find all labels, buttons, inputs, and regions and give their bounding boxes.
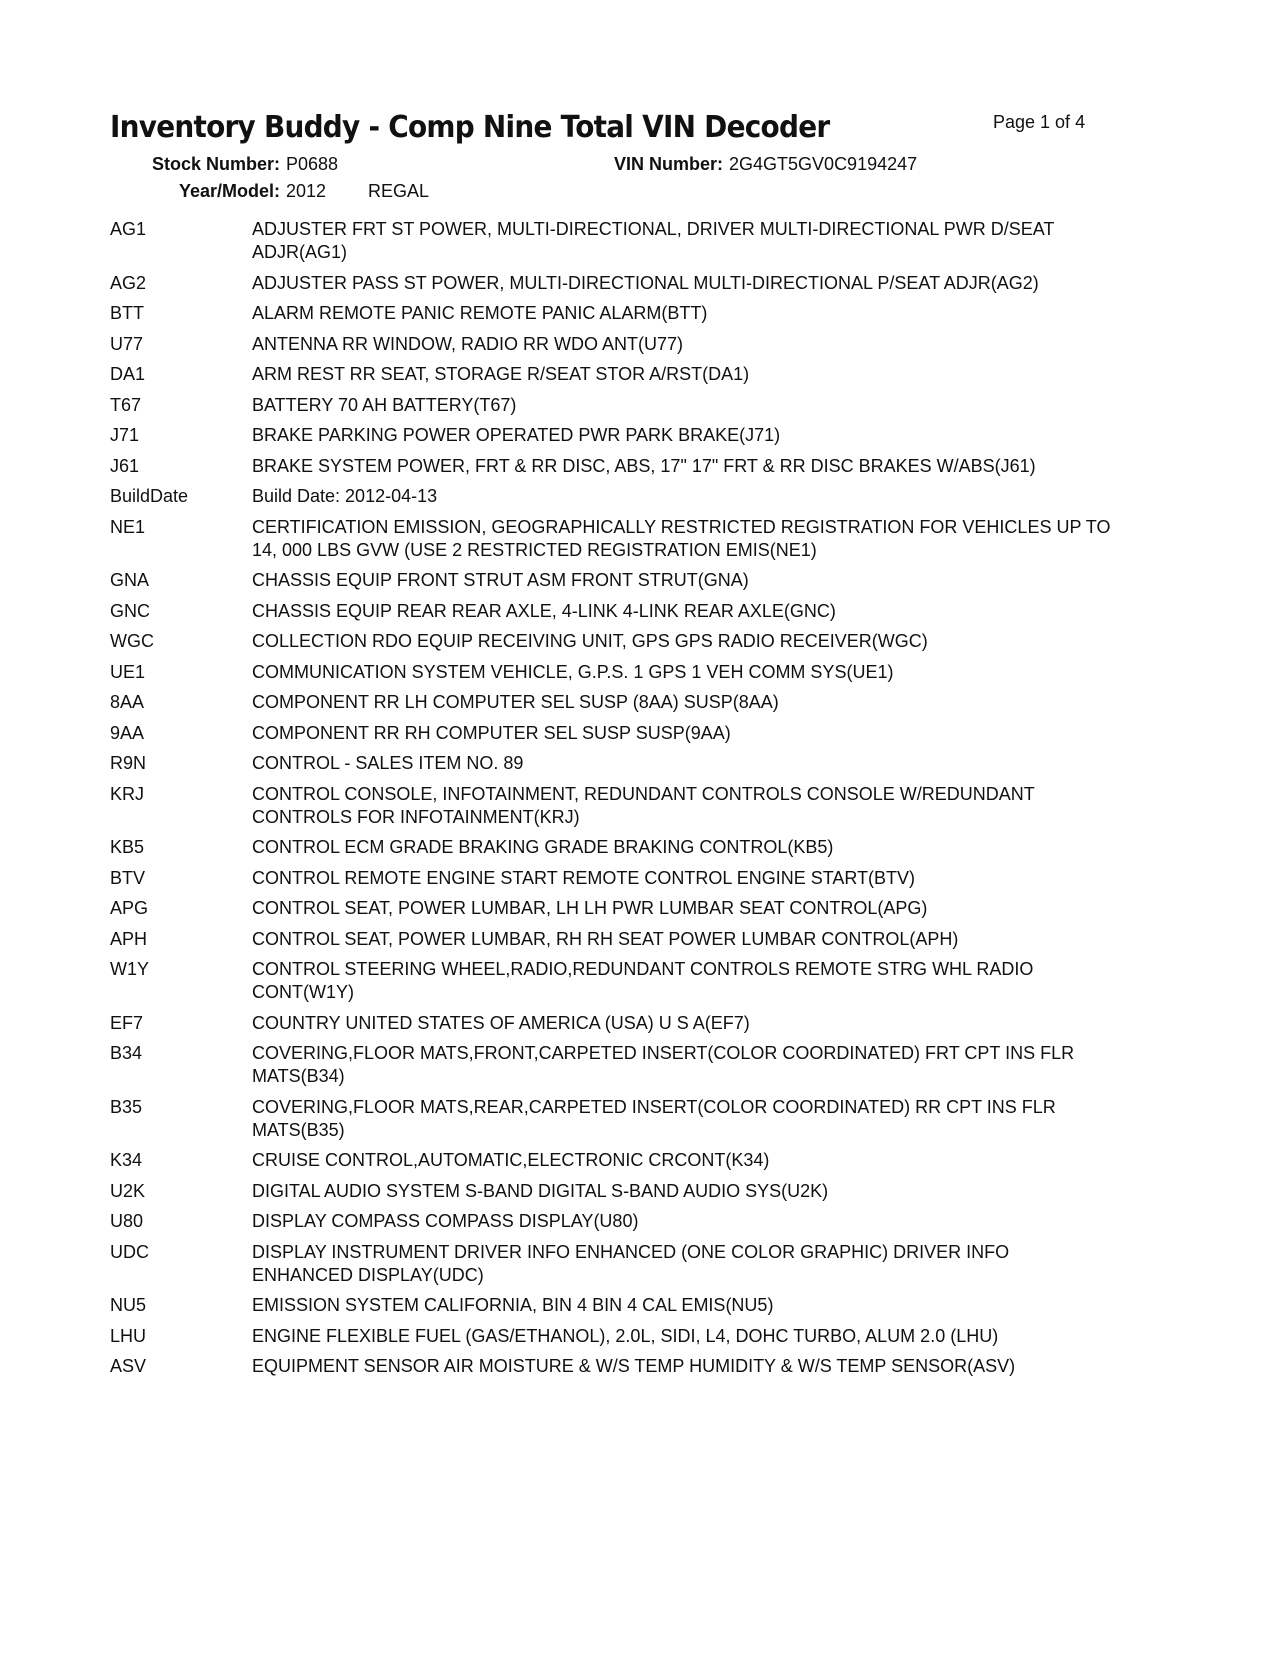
option-row	[110, 836, 1110, 859]
option-description: BRAKE PARKING POWER OPERATED PWR PARK BRAKE(J71)	[252, 425, 781, 445]
option-row	[110, 333, 1110, 356]
option-code: B35	[110, 1096, 143, 1117]
option-row	[110, 1355, 1110, 1378]
page-number: Page 1 of 4	[993, 112, 1086, 132]
option-row	[110, 424, 1110, 447]
option-code: KRJ	[110, 783, 145, 804]
option-row	[110, 1149, 1110, 1172]
option-code: APH	[110, 928, 148, 949]
option-code: 8AA	[110, 692, 145, 712]
option-description: ALARM REMOTE PANIC REMOTE PANIC ALARM(BTT)	[252, 303, 708, 323]
option-code: ASV	[110, 1356, 147, 1376]
option-description: COVERING,FLOOR MATS,FRONT,CARPETED INSERT(COLOR COORDINATED) FRT CPT INS FLR MATS(B34)	[252, 1043, 1075, 1086]
option-description: CHASSIS EQUIP FRONT STRUT ASM FRONT STRUT(GNA)	[252, 570, 749, 590]
year-model-label: Year/Model:	[178, 181, 280, 201]
option-description: COUNTRY UNITED STATES OF AMERICA (USA) U S A(EF7)	[252, 1012, 750, 1033]
option-row	[110, 1325, 1110, 1348]
option-row	[110, 1042, 1110, 1088]
option-code: AG2	[110, 272, 147, 293]
page-title: Inventory Buddy - Comp Nine Total VIN Decoder	[110, 110, 830, 145]
option-row	[110, 394, 1110, 417]
option-description: EQUIPMENT SENSOR AIR MOISTURE & W/S TEMP HUMIDITY & W/S TEMP SENSOR(ASV)	[252, 1356, 1016, 1376]
year-model-field	[148, 181, 429, 202]
option-code: NU5	[110, 1295, 147, 1315]
option-code: B34	[110, 1043, 143, 1063]
option-description: BRAKE SYSTEM POWER, FRT & RR DISC, ABS, 17" 17" FRT & RR DISC BRAKES W/ABS(J61)	[252, 455, 1036, 476]
option-row	[110, 691, 1110, 714]
option-code: UE1	[110, 661, 146, 682]
option-description: CONTROL SEAT, POWER LUMBAR, RH RH SEAT POWER LUMBAR CONTROL(APH)	[252, 928, 959, 949]
option-row	[110, 1210, 1110, 1233]
option-row	[110, 516, 1110, 562]
option-row	[110, 1180, 1110, 1203]
option-description: CERTIFICATION EMISSION, GEOGRAPHICALLY RESTRICTED REGISTRATION FOR VEHICLES UP TO 14, 000 LBS GVW (USE 2 RESTRICTED REGISTRATION EMIS(NE1)	[252, 516, 1111, 560]
option-code: BTT	[110, 303, 144, 323]
option-code: KB5	[110, 837, 145, 857]
option-code: BTV	[110, 867, 146, 888]
option-row	[110, 783, 1110, 829]
vin-number-value: 2G4GT5GV0C9194247	[729, 154, 918, 174]
option-description: Build Date: 2012-04-13	[252, 486, 438, 506]
year-value: 2012	[286, 181, 327, 201]
option-description: CONTROL SEAT, POWER LUMBAR, LH LH PWR LUMBAR SEAT CONTROL(APG)	[252, 898, 928, 918]
option-description: CONTROL REMOTE ENGINE START REMOTE CONTROL ENGINE START(BTV)	[252, 867, 916, 888]
option-description: DISPLAY INSTRUMENT DRIVER INFO ENHANCED (ONE COLOR GRAPHIC) DRIVER INFO ENHANCED DISPLAY(UDC)	[252, 1241, 1010, 1285]
option-description: CONTROL CONSOLE, INFOTAINMENT, REDUNDANT CONTROLS CONSOLE W/REDUNDANT CONTROLS FOR INFOTAINMENT(KRJ)	[252, 783, 1035, 827]
option-description: ANTENNA RR WINDOW, RADIO RR WDO ANT(U77)	[252, 333, 684, 354]
option-code: J71	[110, 425, 140, 445]
option-code: DA1	[110, 364, 146, 384]
option-description: COMPONENT RR LH COMPUTER SEL SUSP (8AA) SUSP(8AA)	[252, 692, 779, 712]
option-row	[110, 600, 1110, 623]
option-row	[110, 661, 1110, 684]
option-description: CHASSIS EQUIP REAR REAR AXLE, 4-LINK 4-LINK REAR AXLE(GNC)	[252, 600, 836, 621]
option-code: UDC	[110, 1241, 149, 1262]
option-row	[110, 897, 1110, 920]
option-row	[110, 1096, 1110, 1142]
option-description: COMMUNICATION SYSTEM VEHICLE, G.P.S. 1 GPS 1 VEH COMM SYS(UE1)	[252, 661, 894, 682]
option-row	[110, 752, 1110, 775]
option-row	[110, 722, 1110, 745]
option-row	[110, 272, 1110, 295]
option-row	[110, 218, 1110, 264]
option-code: R9N	[110, 753, 147, 773]
option-code: GNA	[110, 570, 150, 590]
option-code-list	[110, 218, 1110, 1386]
option-code: GNC	[110, 600, 150, 621]
option-code: WGC	[110, 631, 154, 651]
option-description: CONTROL STEERING WHEEL,RADIO,REDUNDANT CONTROLS REMOTE STRG WHL RADIO CONT(W1Y)	[252, 959, 1034, 1002]
option-description: COMPONENT RR RH COMPUTER SEL SUSP SUSP(9AA)	[252, 722, 731, 743]
option-code: BuildDate	[110, 486, 189, 506]
option-row	[110, 1012, 1110, 1035]
option-code: U2K	[110, 1180, 146, 1201]
option-code: K34	[110, 1150, 143, 1170]
option-description: EMISSION SYSTEM CALIFORNIA, BIN 4 BIN 4 CAL EMIS(NU5)	[252, 1295, 774, 1315]
vin-number-label: VIN Number:	[614, 154, 724, 174]
option-code: U80	[110, 1211, 144, 1231]
stock-number-field	[148, 154, 338, 175]
option-code: 9AA	[110, 722, 145, 743]
option-description: CONTROL - SALES ITEM NO. 89	[252, 753, 524, 773]
option-description: CONTROL ECM GRADE BRAKING GRADE BRAKING CONTROL(KB5)	[252, 837, 834, 857]
option-code: EF7	[110, 1012, 144, 1033]
option-code: J61	[110, 455, 140, 476]
option-code: W1Y	[110, 959, 150, 979]
option-description: ARM REST RR SEAT, STORAGE R/SEAT STOR A/RST(DA1)	[252, 364, 750, 384]
option-description: DISPLAY COMPASS COMPASS DISPLAY(U80)	[252, 1211, 639, 1231]
option-code: AG1	[110, 219, 147, 239]
option-row	[110, 455, 1110, 478]
option-code: U77	[110, 333, 144, 354]
option-description: COLLECTION RDO EQUIP RECEIVING UNIT, GPS GPS RADIO RECEIVER(WGC)	[252, 631, 928, 651]
option-description: ADJUSTER PASS ST POWER, MULTI-DIRECTIONAL MULTI-DIRECTIONAL P/SEAT ADJR(AG2)	[252, 272, 1039, 293]
option-row	[110, 630, 1110, 653]
option-row	[110, 1294, 1110, 1317]
option-code: APG	[110, 898, 149, 918]
option-code: NE1	[110, 516, 146, 537]
option-row	[110, 928, 1110, 951]
option-row	[110, 485, 1110, 508]
option-row	[110, 569, 1110, 592]
option-row	[110, 302, 1110, 325]
option-description: ENGINE FLEXIBLE FUEL (GAS/ETHANOL), 2.0L, SIDI, L4, DOHC TURBO, ALUM 2.0 (LHU)	[252, 1325, 999, 1346]
option-description: ADJUSTER FRT ST POWER, MULTI-DIRECTIONAL, DRIVER MULTI-DIRECTIONAL PWR D/SEAT ADJR(AG1)	[252, 219, 1055, 262]
vin-number-field	[614, 154, 917, 175]
option-code: T67	[110, 394, 142, 415]
option-description: CRUISE CONTROL,AUTOMATIC,ELECTRONIC CRCONT(K34)	[252, 1150, 770, 1170]
option-description: COVERING,FLOOR MATS,REAR,CARPETED INSERT(COLOR COORDINATED) RR CPT INS FLR MATS(B35)	[252, 1096, 1056, 1140]
option-description: DIGITAL AUDIO SYSTEM S-BAND DIGITAL S-BAND AUDIO SYS(U2K)	[252, 1180, 829, 1201]
option-row	[110, 958, 1110, 1004]
option-row	[110, 363, 1110, 386]
stock-number-label: Stock Number:	[151, 154, 280, 174]
option-description: BATTERY 70 AH BATTERY(T67)	[252, 394, 517, 415]
option-row	[110, 867, 1110, 890]
stock-number-value: P0688	[286, 154, 339, 174]
option-row	[110, 1241, 1110, 1287]
option-code: LHU	[110, 1325, 147, 1346]
model-value: REGAL	[368, 181, 430, 201]
